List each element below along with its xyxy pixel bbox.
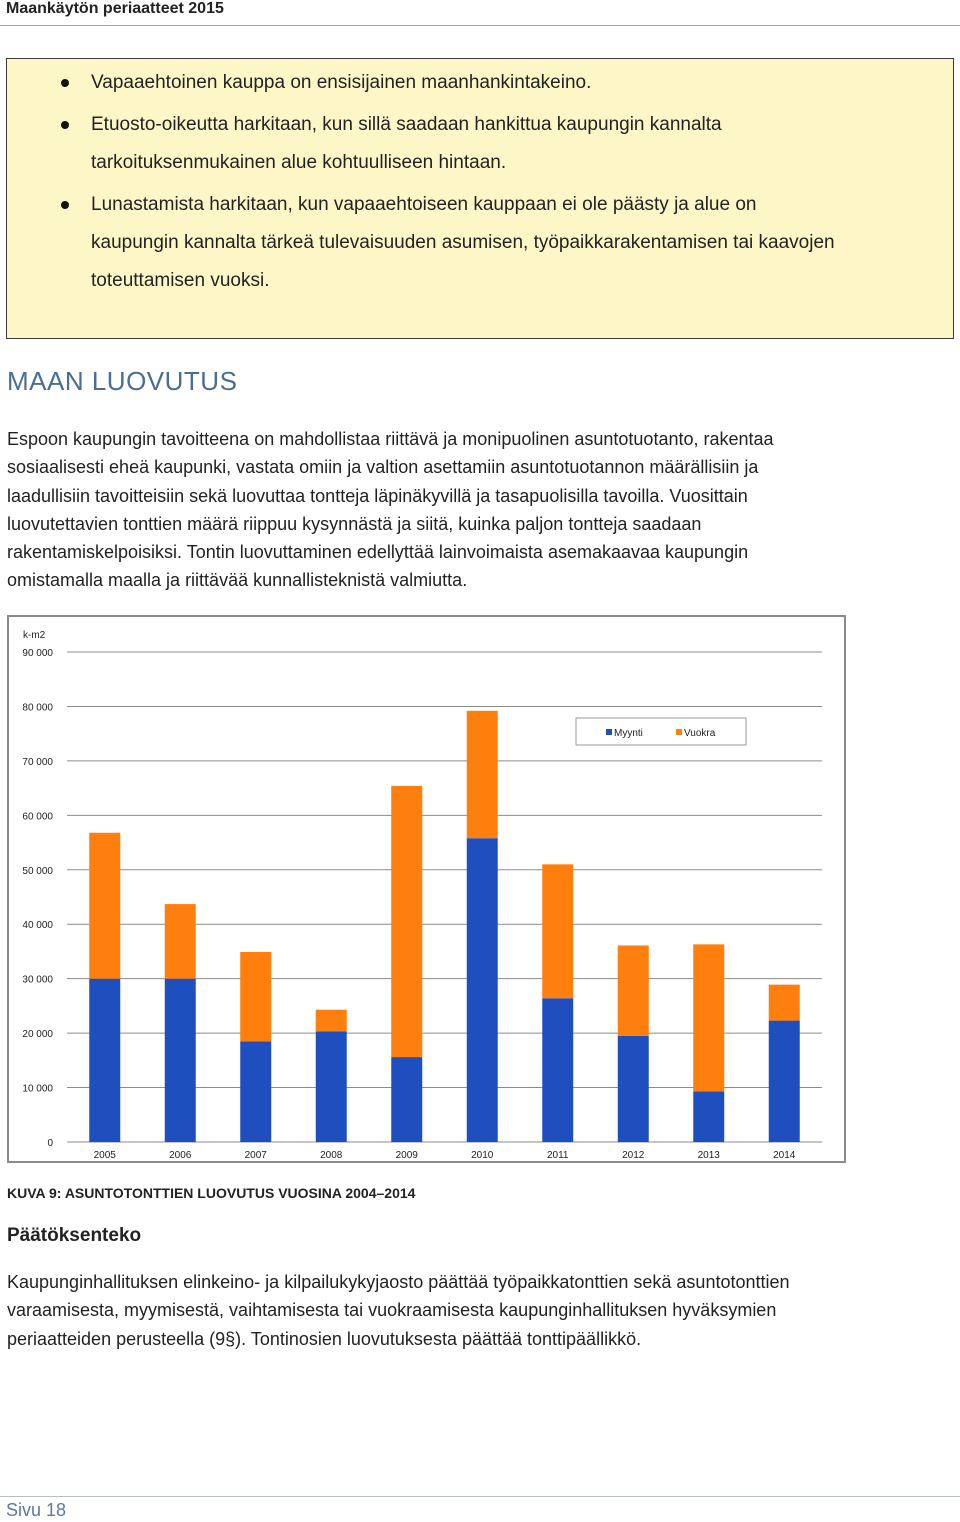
y-tick-label: 50 000	[22, 865, 53, 877]
bar-vuokra-2005	[89, 833, 120, 979]
bar-vuokra-2010	[467, 711, 498, 838]
x-tick-label: 2008	[320, 1150, 343, 1161]
x-tick-label: 2009	[395, 1150, 418, 1161]
bar-vuokra-2013	[693, 944, 724, 1091]
bullet-icon	[61, 79, 69, 87]
y-tick-label: 40 000	[22, 920, 53, 932]
plot-transfer-chart	[7, 615, 846, 1163]
principles-callout-box	[6, 58, 954, 339]
x-tick-label: 2007	[244, 1150, 267, 1161]
chart-canvas	[9, 617, 844, 1161]
x-tick-label: 2010	[471, 1150, 494, 1161]
paragraph-line: periaatteiden perusteella (9§). Tontinosien luovutuksesta päättää tonttipäällikkö.	[7, 1328, 642, 1349]
bar-myynti-2009	[391, 1057, 422, 1142]
y-tick-label: 80 000	[22, 702, 53, 714]
legend-label-vuokra: Vuokra	[684, 728, 716, 739]
figure-caption: KUVA 9: ASUNTOTONTTIEN LUOVUTUS VUOSINA 2004–2014	[7, 1185, 416, 1201]
list-item	[91, 186, 941, 300]
subheading: Päätöksenteko	[7, 1225, 142, 1246]
x-tick-label: 2011	[546, 1150, 569, 1161]
bullet-icon	[61, 201, 69, 209]
list-item	[91, 106, 941, 182]
decision-paragraph	[7, 1268, 947, 1353]
y-tick-label: 10 000	[22, 1083, 53, 1095]
bar-vuokra-2007	[240, 952, 271, 1041]
list-item-text: Lunastamista harkitaan, kun vapaaehtoiseen kauppaan ei ole päästy ja alue on	[91, 194, 757, 215]
bullet-icon	[61, 121, 69, 129]
bar-myynti-2007	[240, 1041, 271, 1142]
y-tick-label: 20 000	[22, 1029, 53, 1041]
paragraph-line: Espoon kaupungin tavoitteena on mahdollistaa riittävä ja monipuolinen asuntotuotanto, rakentaa	[7, 429, 774, 449]
bar-myynti-2006	[165, 979, 196, 1142]
bar-vuokra-2006	[165, 904, 196, 979]
y-tick-label: 30 000	[22, 974, 53, 986]
legend-swatch-vuokra	[676, 729, 682, 735]
bar-myynti-2005	[89, 979, 120, 1142]
bar-vuokra-2008	[316, 1010, 347, 1032]
paragraph-line: omistamalla maalla ja riittävää kunnallisteknistä valmiutta.	[7, 570, 468, 591]
y-tick-label: 0	[47, 1138, 53, 1149]
x-tick-label: 2005	[93, 1150, 116, 1161]
bar-myynti-2010	[467, 838, 498, 1142]
y-tick-label: 90 000	[22, 648, 53, 659]
list-item	[91, 64, 941, 102]
paragraph-line: sosiaalisesti eheä kaupunki, vastata omiin ja valtion asettamiin asuntotuotannon määrällisiin ja	[7, 457, 759, 478]
bar-vuokra-2011	[542, 864, 573, 998]
bar-vuokra-2014	[769, 985, 800, 1021]
page-number: Sivu 18	[6, 1500, 67, 1520]
legend-label-myynti: Myynti	[614, 728, 643, 739]
list-item-text: toteuttamisen vuoksi.	[91, 270, 270, 291]
y-axis-unit-label: k-m2	[23, 630, 46, 641]
bar-vuokra-2009	[391, 786, 422, 1057]
x-tick-label: 2012	[622, 1150, 645, 1161]
paragraph-line: rakentamiskelpoisiksi. Tontin luovuttaminen edellyttää lainvoimaista asemakaavaa kaupungin	[7, 542, 749, 563]
bar-myynti-2012	[618, 1036, 649, 1142]
bar-myynti-2008	[316, 1031, 347, 1142]
bar-myynti-2011	[542, 998, 573, 1142]
bar-myynti-2014	[769, 1021, 800, 1142]
paragraph-line: laadullisiin tavoitteisiin sekä luovuttaa tontteja läpinäkyvillä ja tasapuolisilla tavoilla. Vuosittain	[7, 485, 748, 506]
section-title: MAAN LUOVUTUS	[7, 366, 238, 396]
x-tick-label: 2006	[169, 1150, 192, 1161]
list-item-text: Etuosto-oikeutta harkitaan, kun sillä saadaan hankittua kaupungin kannalta	[91, 114, 722, 135]
bar-myynti-2013	[693, 1091, 724, 1142]
legend-swatch-myynti	[606, 729, 612, 735]
x-tick-label: 2014	[773, 1150, 796, 1161]
footer-rule	[0, 1496, 960, 1497]
header-rule	[0, 25, 960, 26]
paragraph-line: luovutettavien tonttien määrä riippuu kysynnästä ja siitä, kuinka paljon tontteja saadaan	[7, 513, 702, 534]
y-tick-label: 60 000	[22, 811, 53, 823]
paragraph-line: Kaupunginhallituksen elinkeino- ja kilpailukykyjaosto päättää työpaikkatonttien sekä asuntotonttien	[7, 1272, 790, 1292]
list-item-text: kaupungin kannalta tärkeä tulevaisuuden asumisen, työpaikkarakentamisen tai kaavojen	[91, 232, 835, 253]
list-item-text: tarkoituksenmukainen alue kohtuulliseen hintaan.	[91, 152, 507, 173]
x-tick-label: 2013	[697, 1150, 720, 1161]
legend-box	[576, 718, 746, 745]
paragraph-line: varaamisesta, myymisestä, vaihtamisesta tai vuokraamisesta kaupunginhallituksen hyväksymien	[7, 1300, 777, 1321]
running-header: Maankäytön periaatteet 2015	[6, 0, 224, 17]
list-item-text: Vapaaehtoinen kauppa on ensisijainen maanhankintakeino.	[91, 72, 592, 93]
intro-paragraph	[7, 425, 947, 595]
bar-vuokra-2012	[618, 945, 649, 1035]
y-tick-label: 70 000	[22, 756, 53, 768]
